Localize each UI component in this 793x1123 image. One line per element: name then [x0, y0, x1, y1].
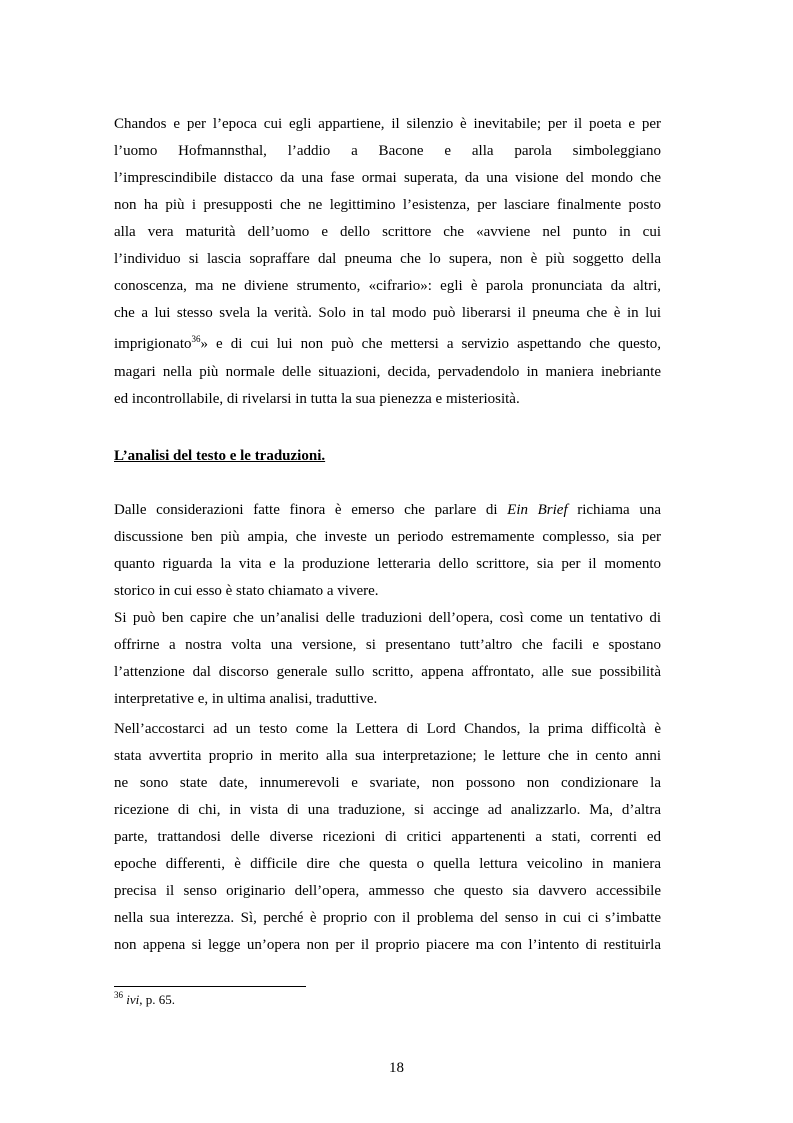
text-line: nella sua interezza. Sì, perché è proprio con il problema del senso in cui ci s’imbatte: [114, 910, 661, 926]
text-line: conoscenza, ma ne diviene strumento, «cifrario»: egli è parola pronunciata da altri,: [114, 278, 661, 294]
text-fragment: » e di cui lui non può che mettersi a servizio aspettando che questo,: [200, 336, 661, 352]
footnote-separator: [114, 986, 306, 987]
text-line: ricezione di chi, in vista di una traduzione, si accinge ad analizzarlo. Ma, d’altra: [114, 802, 661, 818]
text-line: storico in cui esso è stato chiamato a vivere.: [114, 583, 379, 599]
text-line: parte, trattandosi delle diverse ricezioni di critici appartenenti a stati, correnti ed: [114, 829, 661, 845]
text-line: offrirne a nostra volta una versione, si presentano tutt’altro che facili e spostano: [114, 637, 661, 653]
section-heading: L’analisi del testo e le traduzioni.: [114, 448, 326, 464]
text-line: discussione ben più ampia, che investe un periodo estremamente complesso, sia per: [114, 529, 661, 545]
text-line: non appena si legge un’opera non per il proprio piacere ma con l’intento di restituirla: [114, 937, 661, 953]
text-line: precisa il senso originario dell’opera, ammesso che questo sia davvero accessibile: [114, 883, 661, 899]
text-line: l’attenzione dal discorso generale sullo scritto, appena affrontato, alle sue possibilità: [114, 664, 661, 680]
text-fragment: Dalle considerazioni fatte finora è emerso che parlare di: [114, 502, 508, 518]
text-line: [114, 334, 661, 354]
footnote-number: 36: [114, 990, 123, 1000]
text-line: l’uomo Hofmannsthal, l’addio a Bacone e alla parola simboleggiano: [114, 143, 661, 159]
footnote: [114, 992, 175, 1008]
text-line: Nell’accostarci ad un testo come la Lettera di Lord Chandos, la prima difficoltà è: [114, 721, 661, 737]
footnote-text: , p. 65.: [139, 992, 175, 1007]
footnote-reference: 36: [191, 334, 201, 344]
text-line: stata avvertita proprio in merito alla sua interpretazione; le letture che in cento anni: [114, 748, 661, 764]
text-line: magari nella più normale delle situazioni, decida, pervadendolo in maniera inebriante: [114, 364, 661, 380]
text-line: [114, 500, 661, 520]
text-line: non ha più i presupposti che ne legittimino l’esistenza, per lasciare finalmente posto: [114, 197, 661, 213]
text-line: ed incontrollabile, di rivelarsi in tutta la sua pienezza e misteriosità.: [114, 391, 520, 407]
text-fragment: richiama una: [567, 502, 661, 518]
text-line: Chandos e per l’epoca cui egli appartiene, il silenzio è inevitabile; per il poeta e per: [114, 116, 661, 132]
text-line: che a lui stesso svela la verità. Solo in tal modo può liberarsi il pneuma che è in lui: [114, 305, 661, 321]
text-line: quanto riguarda la vita e la produzione letteraria dello scrittore, sia per il momento: [114, 556, 661, 572]
text-line: l’imprescindibile distacco da una fase ormai superata, da una visione del mondo che: [114, 170, 661, 186]
text-line: alla vera maturità dell’uomo e dello scrittore che «avviene nel punto in cui: [114, 224, 661, 240]
page-number: 18: [389, 1060, 404, 1076]
footnote-source: ivi: [126, 992, 140, 1007]
text-line: ne sono state date, innumerevoli e svariate, non possono non condizionare la: [114, 775, 661, 791]
text-line: interpretative e, in ultima analisi, traduttive.: [114, 691, 378, 707]
text-line: l’individuo si lascia sopraffare dal pneuma che lo supera, non è più soggetto della: [114, 251, 661, 267]
text-line: epoche differenti, è difficile dire che questa o quella lettura veicolino in maniera: [114, 856, 661, 872]
text-line: Si può ben capire che un’analisi delle traduzioni dell’opera, così come un tentativo di: [114, 610, 661, 626]
text-fragment: imprigionato: [114, 336, 192, 352]
work-title: Ein Brief: [507, 502, 568, 518]
